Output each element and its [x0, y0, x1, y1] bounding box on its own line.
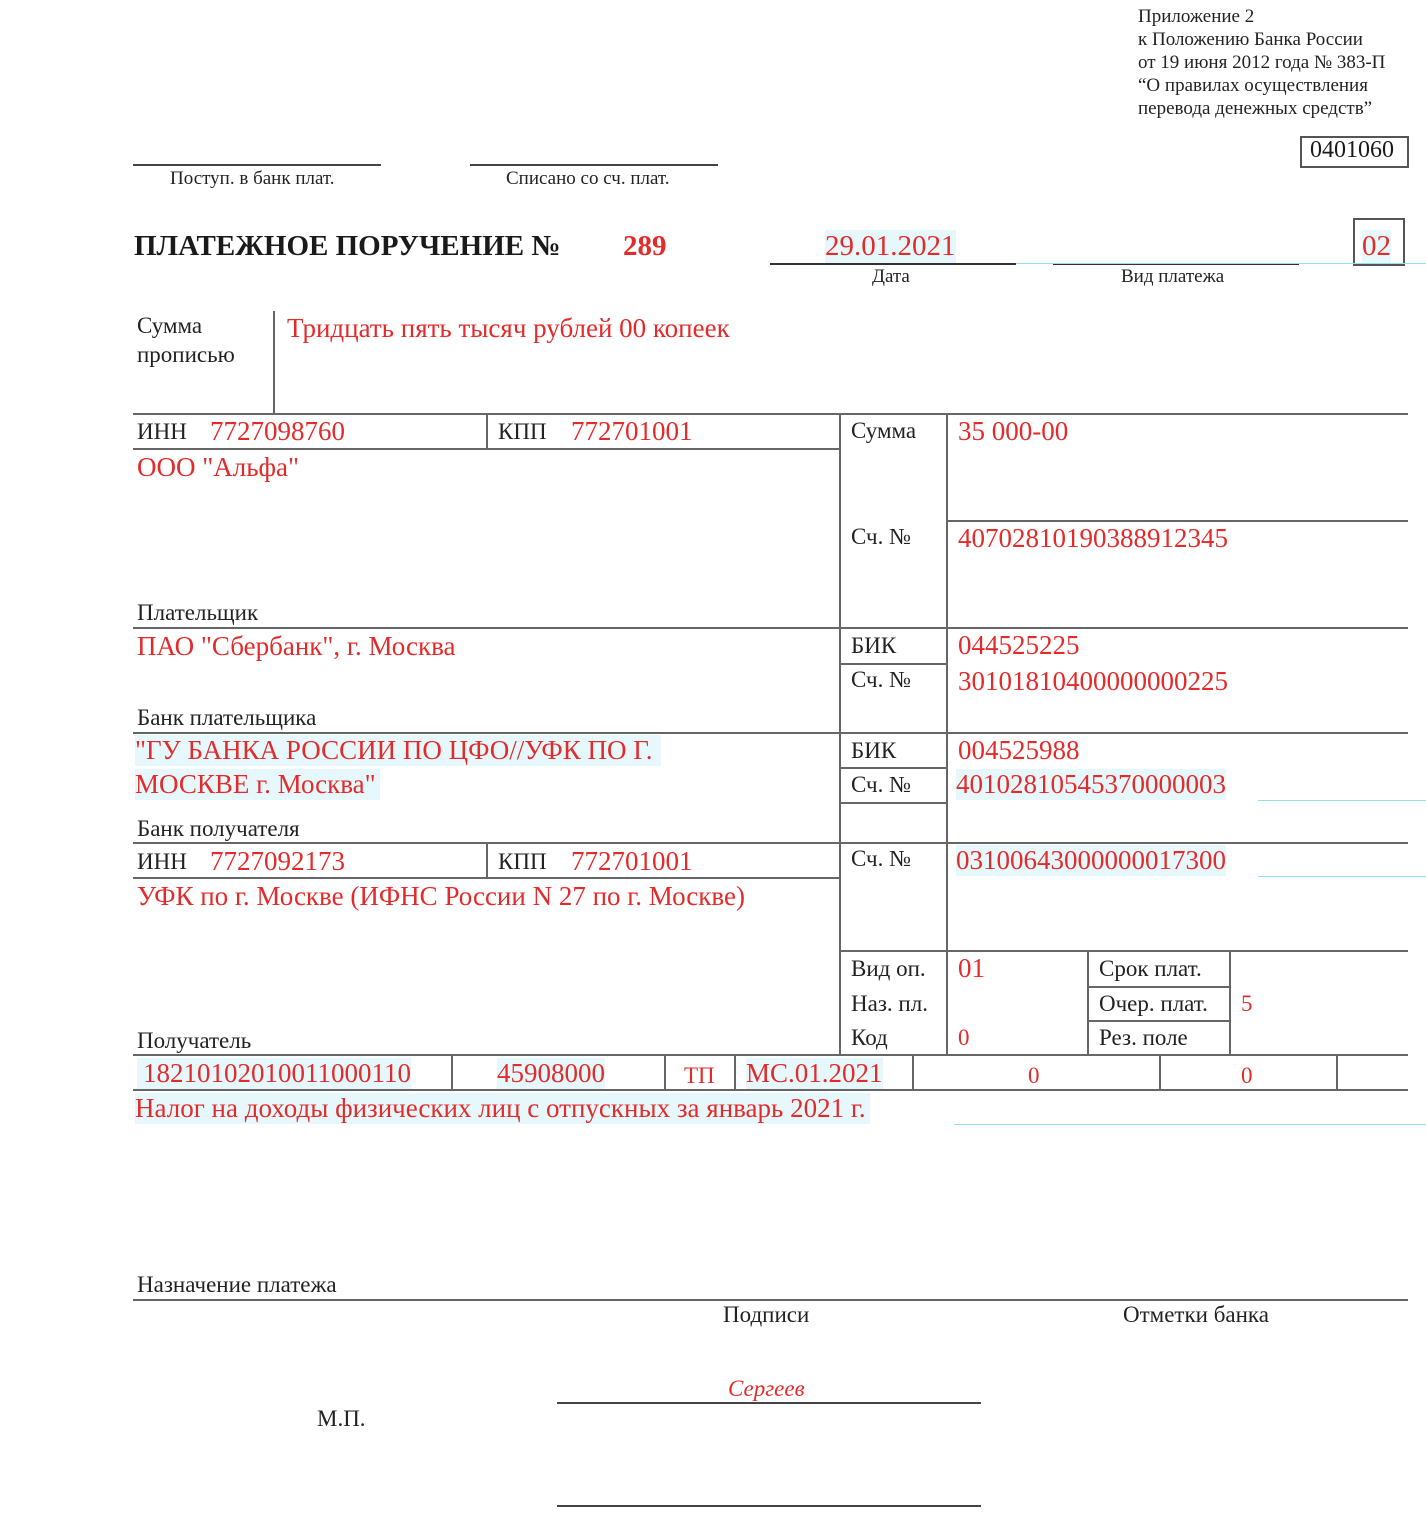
payer-bank-account-label: Сч. №: [851, 667, 912, 692]
payer-name: ООО "Альфа": [137, 452, 300, 482]
grid-line-acc-recipient-bank: [839, 802, 946, 804]
cyan-guide-4: [954, 1124, 1426, 1125]
amount-words-value: Тридцать пять тысяч рублей 00 копеек: [287, 313, 730, 343]
codes-vline-2: [1229, 950, 1231, 1054]
grid-line-recipient-inn: [133, 877, 839, 879]
grid-line-bik-payer: [839, 663, 946, 665]
amount-words-label-2: прописью: [137, 342, 235, 367]
document-date: 29.01.2021: [825, 230, 956, 262]
stamp-label: М.П.: [317, 1406, 366, 1431]
recipient-account: 03100643000000017300: [956, 845, 1226, 875]
payment-type-label: Вид платежа: [1121, 266, 1225, 287]
tax-vline-6: [1336, 1054, 1338, 1090]
inn-kpp-divider-recipient: [486, 842, 488, 878]
codes-hline-1: [1087, 986, 1229, 988]
payer-inn-label: ИНН: [137, 419, 187, 444]
recipient-inn-label: ИНН: [137, 849, 187, 874]
recipient-kpp-label: КПП: [498, 849, 547, 874]
cyan-guide-3: [1258, 876, 1426, 877]
appendix-line-1: Приложение 2: [1138, 6, 1255, 27]
received-label: Поступ. в банк плат.: [170, 168, 335, 189]
codes-vline-1: [1087, 950, 1089, 1054]
grid-line-bik-recipient: [839, 767, 946, 769]
purpose-text: Налог на доходы физических лиц с отпускных за январь 2021 г.: [135, 1093, 870, 1124]
signature-value: Сергеев: [728, 1376, 805, 1401]
document-number: 289: [623, 230, 667, 262]
recipient-bank-bik-label: БИК: [851, 738, 897, 763]
form-code: 0401060: [1310, 137, 1394, 163]
priority-label: Очер. плат.: [1099, 991, 1208, 1016]
recipient-bank-bik: 004525988: [958, 735, 1080, 765]
recipient-kpp: 772701001: [571, 846, 693, 876]
basis-value: ТП: [684, 1063, 715, 1088]
oktmo-value: 45908000: [497, 1058, 605, 1088]
sum-value: 35 000-00: [958, 416, 1069, 446]
grid-line-recipient: [133, 1054, 1408, 1056]
grid-line-payer: [133, 627, 1408, 629]
recipient-account-label: Сч. №: [851, 846, 912, 871]
status-code: 02: [1362, 230, 1391, 262]
grid-line-sum: [946, 520, 1408, 522]
due-date-label: Срок плат.: [1099, 956, 1202, 981]
tax-vline-1: [451, 1054, 453, 1090]
recipient-bank-name-2: МОСКВЕ г. Москва": [135, 769, 380, 800]
doc-date-value: 0: [1241, 1063, 1253, 1088]
op-type-label: Вид оп.: [851, 956, 926, 981]
recipient-bank-account: 40102810545370000003: [956, 769, 1226, 799]
doc-number-value: 0: [1028, 1063, 1040, 1088]
recipient-inn: 7727092173: [210, 846, 345, 876]
payer-bank-name: ПАО "Сбербанк", г. Москва: [137, 631, 456, 661]
amount-words-divider: [273, 311, 275, 413]
date-line: [770, 263, 1016, 265]
codes-hline-2: [1087, 1020, 1229, 1022]
appendix-line-4: “О правилах осуществления: [1138, 75, 1368, 96]
payer-inn: 7727098760: [210, 416, 345, 446]
payer-bank-label: Банк плательщика: [137, 705, 317, 730]
inn-kpp-divider-payer: [486, 413, 488, 449]
signature-line-2: [557, 1505, 981, 1507]
grid-line-codes: [839, 950, 1408, 952]
cyan-guide-2: [1258, 800, 1426, 801]
debited-line: [470, 164, 718, 166]
tax-vline-2: [664, 1054, 666, 1090]
period-value: МС.01.2021: [746, 1058, 883, 1088]
appendix-line-2: к Положению Банка России: [1138, 29, 1363, 50]
date-label: Дата: [872, 266, 910, 287]
sum-label: Сумма: [851, 418, 917, 443]
code-value: 0: [958, 1025, 970, 1050]
recipient-bank-account-label: Сч. №: [851, 772, 912, 797]
payer-kpp: 772701001: [571, 416, 693, 446]
purpose-code-label: Наз. пл.: [851, 991, 928, 1016]
kbk-value: 18210102010011000110: [137, 1058, 411, 1089]
op-type-value: 01: [958, 953, 985, 983]
signature-line-1: [557, 1402, 981, 1404]
payer-account-label: Сч. №: [851, 524, 912, 549]
amount-words-label-1: Сумма: [137, 313, 203, 338]
payer-label: Плательщик: [137, 600, 259, 625]
recipient-label: Получатель: [137, 1028, 252, 1053]
payer-kpp-label: КПП: [498, 419, 547, 444]
grid-line-tax: [133, 1089, 1408, 1091]
code-label: Код: [851, 1025, 888, 1050]
cyan-guide: [1016, 263, 1426, 264]
appendix-line-5: перевода денежных средств”: [1138, 98, 1373, 119]
reserve-label: Рез. поле: [1099, 1025, 1188, 1050]
recipient-name: УФК по г. Москве (ИФНС России N 27 по г. Москве): [137, 881, 745, 911]
grid-line-recipient-bank: [133, 842, 1408, 844]
recipient-bank-label: Банк получателя: [137, 816, 300, 841]
recipient-bank-name-1: "ГУ БАНКА РОССИИ ПО ЦФО//УФК ПО Г.: [135, 735, 661, 766]
grid-line-payer-bank: [133, 732, 1408, 734]
signatures-label: Подписи: [723, 1302, 810, 1327]
grid-line-purpose: [133, 1299, 1408, 1301]
payer-bank-bik: 044525225: [958, 630, 1080, 660]
debited-label: Списано со сч. плат.: [506, 168, 670, 189]
payer-account: 40702810190388912345: [958, 523, 1228, 553]
priority-value: 5: [1241, 991, 1253, 1016]
received-line: [133, 164, 381, 166]
grid-line-payer-inn: [133, 448, 839, 450]
document-title: ПЛАТЕЖНОЕ ПОРУЧЕНИЕ №: [134, 230, 561, 262]
payer-bank-account: 30101810400000000225: [958, 666, 1228, 696]
tax-vline-4: [912, 1054, 914, 1090]
tax-vline-3: [734, 1054, 736, 1090]
appendix-line-3: от 19 июня 2012 года № 383-П: [1138, 52, 1386, 73]
bank-marks-label: Отметки банка: [1123, 1302, 1269, 1327]
payer-bank-bik-label: БИК: [851, 633, 897, 658]
grid-line-top: [133, 413, 1408, 415]
purpose-label: Назначение платежа: [137, 1272, 337, 1297]
tax-vline-5: [1159, 1054, 1161, 1090]
